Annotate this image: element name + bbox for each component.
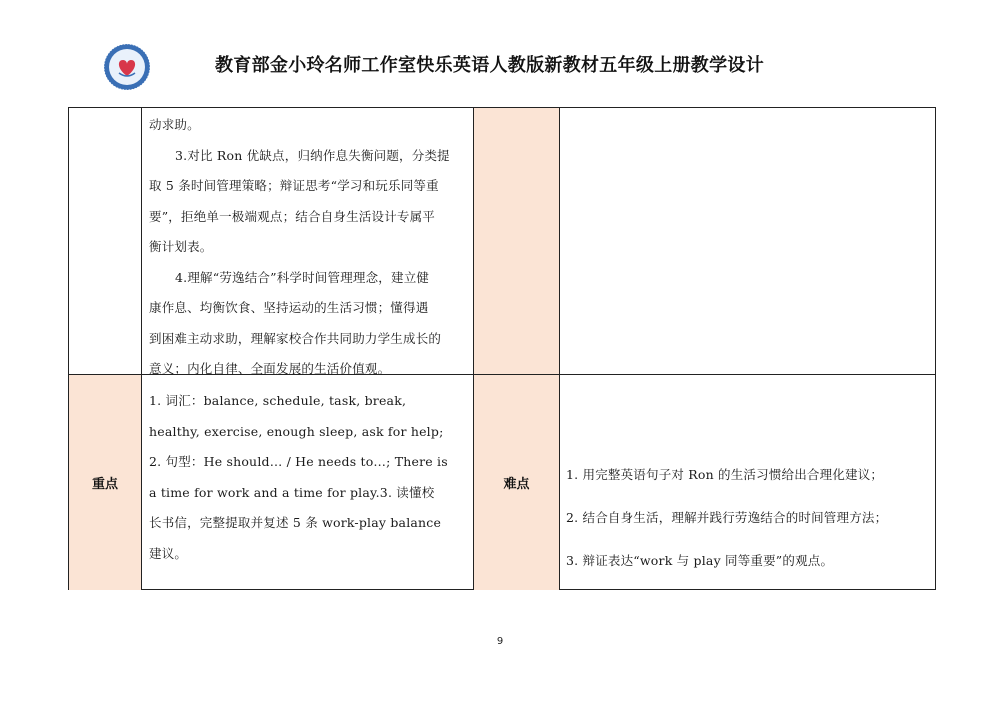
- difficulty-text-cell: [560, 375, 936, 590]
- key-point-line: 1. 词汇：balance, schedule, task, break,: [149, 393, 407, 408]
- difficulty-line: 3. 辩证表达“work 与 play 同等重要”的观点。: [566, 552, 834, 568]
- objective-line: 到困难主动求助，理解家校合作共同助力学生成长的: [149, 330, 442, 346]
- key-points-text-cell: [142, 375, 473, 590]
- difficulty-label: 难点: [503, 477, 530, 492]
- row1-right-empty-cell: [560, 108, 936, 374]
- difficulty-label-cell: [474, 375, 559, 590]
- objective-line: 3.对比 Ron 优缺点，归纳作息失衡问题，分类提: [175, 147, 450, 163]
- document-title: 教育部金小玲名师工作室快乐英语人教版新教材五年级上册教学设计: [215, 55, 764, 76]
- objectives-text-cell: [142, 108, 473, 374]
- key-point-line: 2. 句型：He should… / He needs to…; There is: [149, 454, 448, 469]
- key-point-line: 建议。: [149, 545, 188, 561]
- key-point-line: a time for work and a time for play.3. 读懂校: [149, 484, 435, 500]
- page-number: 9: [496, 636, 504, 647]
- objective-line: 4.理解“劳逸结合”科学时间管理理念，建立健: [175, 269, 430, 285]
- objective-line: 衡计划表。: [149, 239, 213, 254]
- key-point-line: 长书信，完整提取并复述 5 条 work-play balance: [149, 515, 442, 530]
- key-points-label-cell: [69, 375, 141, 590]
- objective-line: 要”，拒绝单一极端观点；结合自身生活设计专属平: [149, 208, 435, 224]
- lesson-plan-table: [68, 107, 936, 590]
- difficulty-line: 2. 结合自身生活，理解并践行劳逸结合的时间管理方法；: [566, 509, 888, 525]
- objective-line: 动求助。: [149, 117, 200, 132]
- objective-line: 意义；内化自律、全面发展的生活价值观。: [149, 361, 391, 376]
- key-points-label: 重点: [91, 477, 118, 492]
- objective-line: 取 5 条时间管理策略；辩证思考“学习和玩乐同等重: [149, 178, 439, 193]
- key-point-line: healthy, exercise, enough sleep, ask for help;: [149, 423, 444, 439]
- row1-label-cell: [69, 108, 141, 374]
- difficulty-line: 1. 用完整英语句子对 Ron 的生活习惯给出合理化建议；: [566, 466, 884, 482]
- row1-label-shaded-cell: [474, 108, 559, 374]
- objective-line: 康作息、均衡饮食、坚持运动的生活习惯；懂得遇: [149, 300, 429, 315]
- page-header: [0, 0, 1000, 96]
- school-emblem-icon: [103, 43, 151, 91]
